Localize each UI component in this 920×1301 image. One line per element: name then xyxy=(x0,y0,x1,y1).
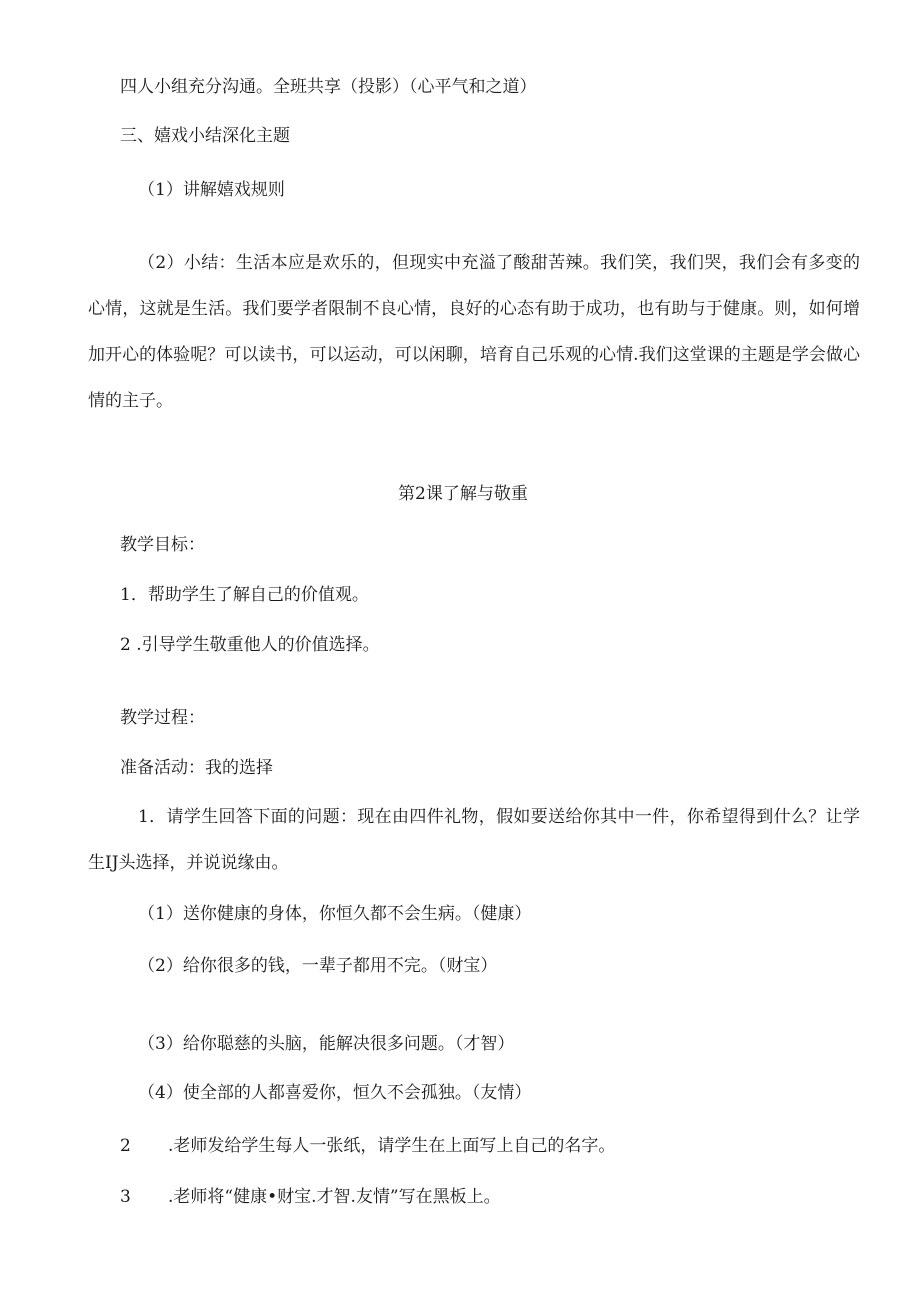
step2 xyxy=(120,1134,615,1158)
goal-item-2: 2 .引导学生敬重他人的价值选择。 xyxy=(120,635,380,655)
step2-text: .老师发给学生每人一张纸，请学生在上面写上自己的名字。 xyxy=(168,1136,616,1156)
step3 xyxy=(120,1185,501,1209)
prep-activity: 准备活动：我的选择 xyxy=(120,758,273,778)
step3-number: 3 xyxy=(120,1187,131,1207)
goals-label: 教学目标： xyxy=(120,535,205,555)
process-label: 教学过程： xyxy=(120,708,205,728)
share-line: 四人小组充分沟通。全班共享（投影）（心平气和之道） xyxy=(120,77,537,97)
lesson-title: 第2课了解与敬重 xyxy=(398,484,528,504)
summary-paragraph: （2）小结：生活本应是欢乐的，但现实中充溢了酸甜苦辣。我们笑，我们哭，我们会有多变的心情，这就是生活。我们要学者限制不良心情，良好的心态有助于成功，也有助与于健康。则，如何增加开心的体验呢？可以读书，可以运动，可以闲聊，培育自己乐观的心情.我们这堂课的主题是学会做心情的主子。 xyxy=(88,253,860,411)
goal-item-1: 1．帮助学生了解自己的价值观。 xyxy=(120,585,369,605)
option-wealth: （2）给你很多的钱，一辈子都用不完。（财宝） xyxy=(138,956,498,976)
option-friendship: （4）使全部的人都喜爱你，恒久不会孤独。（友情） xyxy=(138,1083,532,1103)
step2-number: 2 xyxy=(120,1136,131,1156)
step3-text: .老师将“健康•财宝.才智.友情”写在黑板上。 xyxy=(168,1187,501,1207)
option-wisdom: （3）给你聪慈的头脑，能解决很多问题。（才智） xyxy=(138,1034,515,1054)
step1-paragraph: 1．请学生回答下面的问题：现在由四件礼物，假如要送给你其中一件，你希望得到什么？让学生IJ头选择，并说说缘由。 xyxy=(88,807,860,873)
item-explain-rules: （1）讲解嬉戏规则 xyxy=(138,180,285,200)
option-health: （1）送你健康的身体，你恒久都不会生病。（健康） xyxy=(138,904,532,924)
summary-heading: 三、嬉戏小结深化主题 xyxy=(120,126,290,146)
